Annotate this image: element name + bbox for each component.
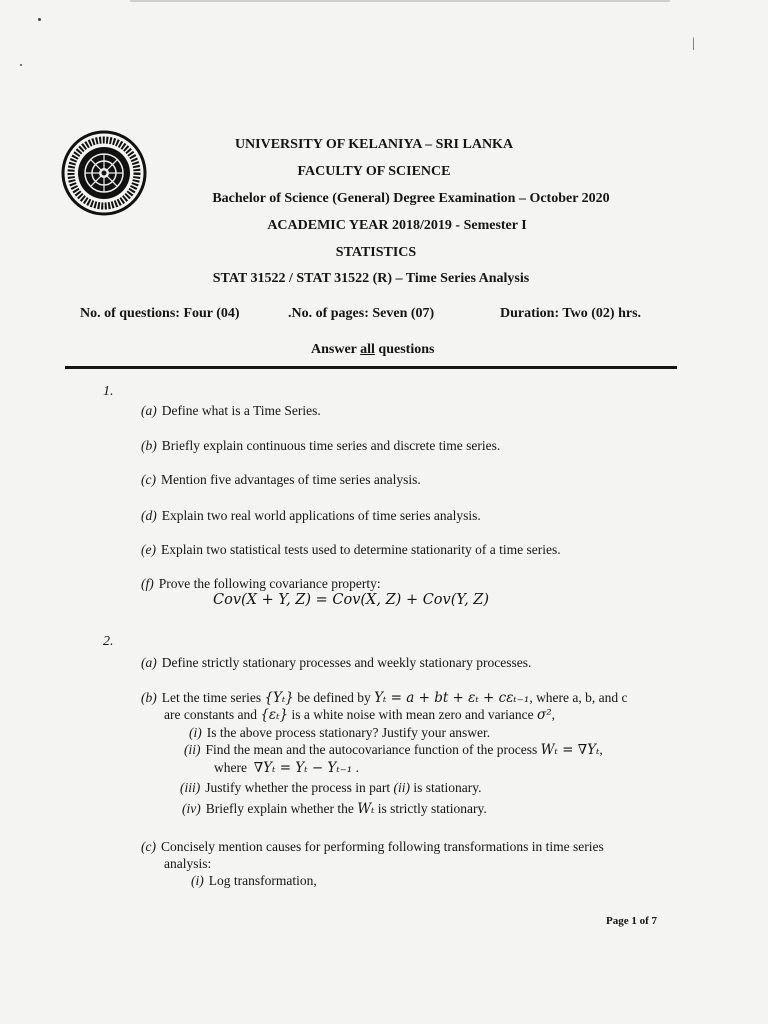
math-expression: ∇Yₜ = Yₜ − Yₜ₋₁ bbox=[253, 760, 353, 776]
q1-part-a bbox=[141, 402, 321, 419]
part-text: are constants and bbox=[164, 707, 261, 722]
scan-speck bbox=[38, 18, 41, 21]
q1-part-c bbox=[141, 471, 421, 488]
sub-part-label: (iv) bbox=[182, 801, 201, 816]
part-label: (a) bbox=[141, 655, 157, 670]
degree-title: Bachelor of Science (General) Degree Examination – October 2020 bbox=[212, 191, 610, 206]
number-of-pages: .No. of pages: Seven (07) bbox=[288, 306, 435, 321]
part-text: Prove the following covariance property: bbox=[158, 576, 381, 591]
question-2-number: 2. bbox=[103, 634, 114, 649]
q2-part-b-ii bbox=[184, 741, 603, 759]
part-label: (f) bbox=[141, 576, 154, 591]
part-text: , bbox=[551, 707, 556, 722]
part-text: is a white noise with mean zero and variance bbox=[288, 707, 538, 722]
part-label: (b) bbox=[141, 438, 157, 453]
answer-instruction bbox=[311, 342, 434, 358]
q1-covariance-formula: Cov(X + Y, Z) = Cov(X, Z) + Cov(Y, Z) bbox=[213, 592, 490, 608]
q2-part-b-ii-where bbox=[214, 759, 359, 777]
math-expression: Wₜ = ∇Yₜ bbox=[540, 742, 600, 758]
instruction-emphasis: all bbox=[360, 342, 375, 357]
q2-part-c-line1 bbox=[141, 838, 604, 855]
q2-part-c-i bbox=[191, 872, 317, 889]
part-text: Briefly explain whether the bbox=[205, 801, 358, 816]
part-text: Mention five advantages of time series analysis. bbox=[160, 472, 421, 487]
sub-part-label: (iii) bbox=[180, 780, 201, 795]
university-name: UNIVERSITY OF KELANIYA – SRI LANKA bbox=[234, 137, 514, 152]
part-text: Explain two real world applications of time series analysis. bbox=[161, 508, 481, 523]
q1-part-d bbox=[141, 507, 481, 524]
q2-part-b-line2 bbox=[164, 706, 555, 724]
scan-speck bbox=[20, 64, 22, 66]
part-text: be defined by bbox=[293, 690, 375, 705]
math-expression: Wₜ bbox=[357, 801, 375, 817]
instruction-text: Answer bbox=[311, 342, 361, 357]
part-text: Concisely mention causes for performing following transformations in time series bbox=[160, 839, 604, 854]
math-expression: Yₜ = a + bt + εₜ + cεₜ₋₁ bbox=[374, 690, 530, 706]
part-label: (b) bbox=[141, 690, 157, 705]
page-number: Page 1 of 7 bbox=[606, 915, 658, 927]
subject-title: STATISTICS bbox=[335, 245, 417, 260]
part-label: (c) bbox=[141, 472, 156, 487]
faculty-name: FACULTY OF SCIENCE bbox=[297, 164, 451, 179]
part-text: , bbox=[599, 742, 603, 757]
q2-part-a bbox=[141, 654, 531, 671]
exam-duration: Duration: Two (02) hrs. bbox=[500, 306, 642, 321]
part-text: Define strictly stationary processes and weekly stationary processes. bbox=[161, 655, 532, 670]
part-text: Let the time series bbox=[161, 690, 265, 705]
scan-edge-mark: | bbox=[692, 36, 695, 51]
q2-part-b-iv bbox=[182, 800, 487, 818]
part-label: (e) bbox=[141, 542, 156, 557]
part-text: is strictly stationary. bbox=[374, 801, 487, 816]
sub-part-label: (i) bbox=[191, 873, 204, 888]
sub-part-label: (i) bbox=[189, 725, 202, 740]
course-title: STAT 31522 / STAT 31522 (R) – Time Series Analysis bbox=[212, 271, 530, 286]
q2-part-b-i bbox=[189, 724, 490, 741]
math-expression: {Yₜ} bbox=[264, 690, 294, 706]
q1-part-f bbox=[141, 575, 381, 592]
part-text: . bbox=[355, 760, 359, 775]
math-expression: {εₜ} bbox=[260, 707, 289, 723]
part-text: , where a, b, and c bbox=[529, 690, 628, 705]
sub-part-label: (ii) bbox=[184, 742, 201, 757]
part-text: Justify whether the process in part bbox=[205, 780, 394, 795]
part-text: Is the above process stationary? Justify your answer. bbox=[206, 725, 491, 740]
part-label: (d) bbox=[141, 508, 157, 523]
part-label: (a) bbox=[141, 403, 157, 418]
instruction-text: questions bbox=[374, 342, 435, 357]
q2-part-b-line1 bbox=[141, 689, 628, 707]
q1-part-e bbox=[141, 541, 561, 558]
part-text: Log transformation, bbox=[208, 873, 317, 888]
part-text: where bbox=[214, 760, 247, 775]
header-divider bbox=[65, 366, 677, 369]
number-of-questions: No. of questions: Four (04) bbox=[80, 306, 240, 321]
part-text: Define what is a Time Series. bbox=[161, 403, 321, 418]
scan-top-edge bbox=[130, 0, 670, 2]
q2-part-b-iii bbox=[180, 779, 481, 796]
part-text: is stationary. bbox=[409, 780, 482, 795]
question-1-number: 1. bbox=[103, 384, 114, 399]
part-text: Briefly explain continuous time series and discrete time series. bbox=[161, 438, 501, 453]
part-label: (c) bbox=[141, 839, 156, 854]
q1-part-b bbox=[141, 437, 500, 454]
part-reference: (ii) bbox=[393, 780, 410, 795]
math-expression: σ² bbox=[537, 707, 552, 723]
part-text: Find the mean and the autocovariance function of the process bbox=[205, 742, 541, 757]
q2-part-c-line2: analysis: bbox=[164, 856, 212, 871]
academic-year: ACADEMIC YEAR 2018/2019 - Semester I bbox=[267, 218, 527, 233]
part-text: Explain two statistical tests used to determine stationarity of a time series. bbox=[160, 542, 561, 557]
